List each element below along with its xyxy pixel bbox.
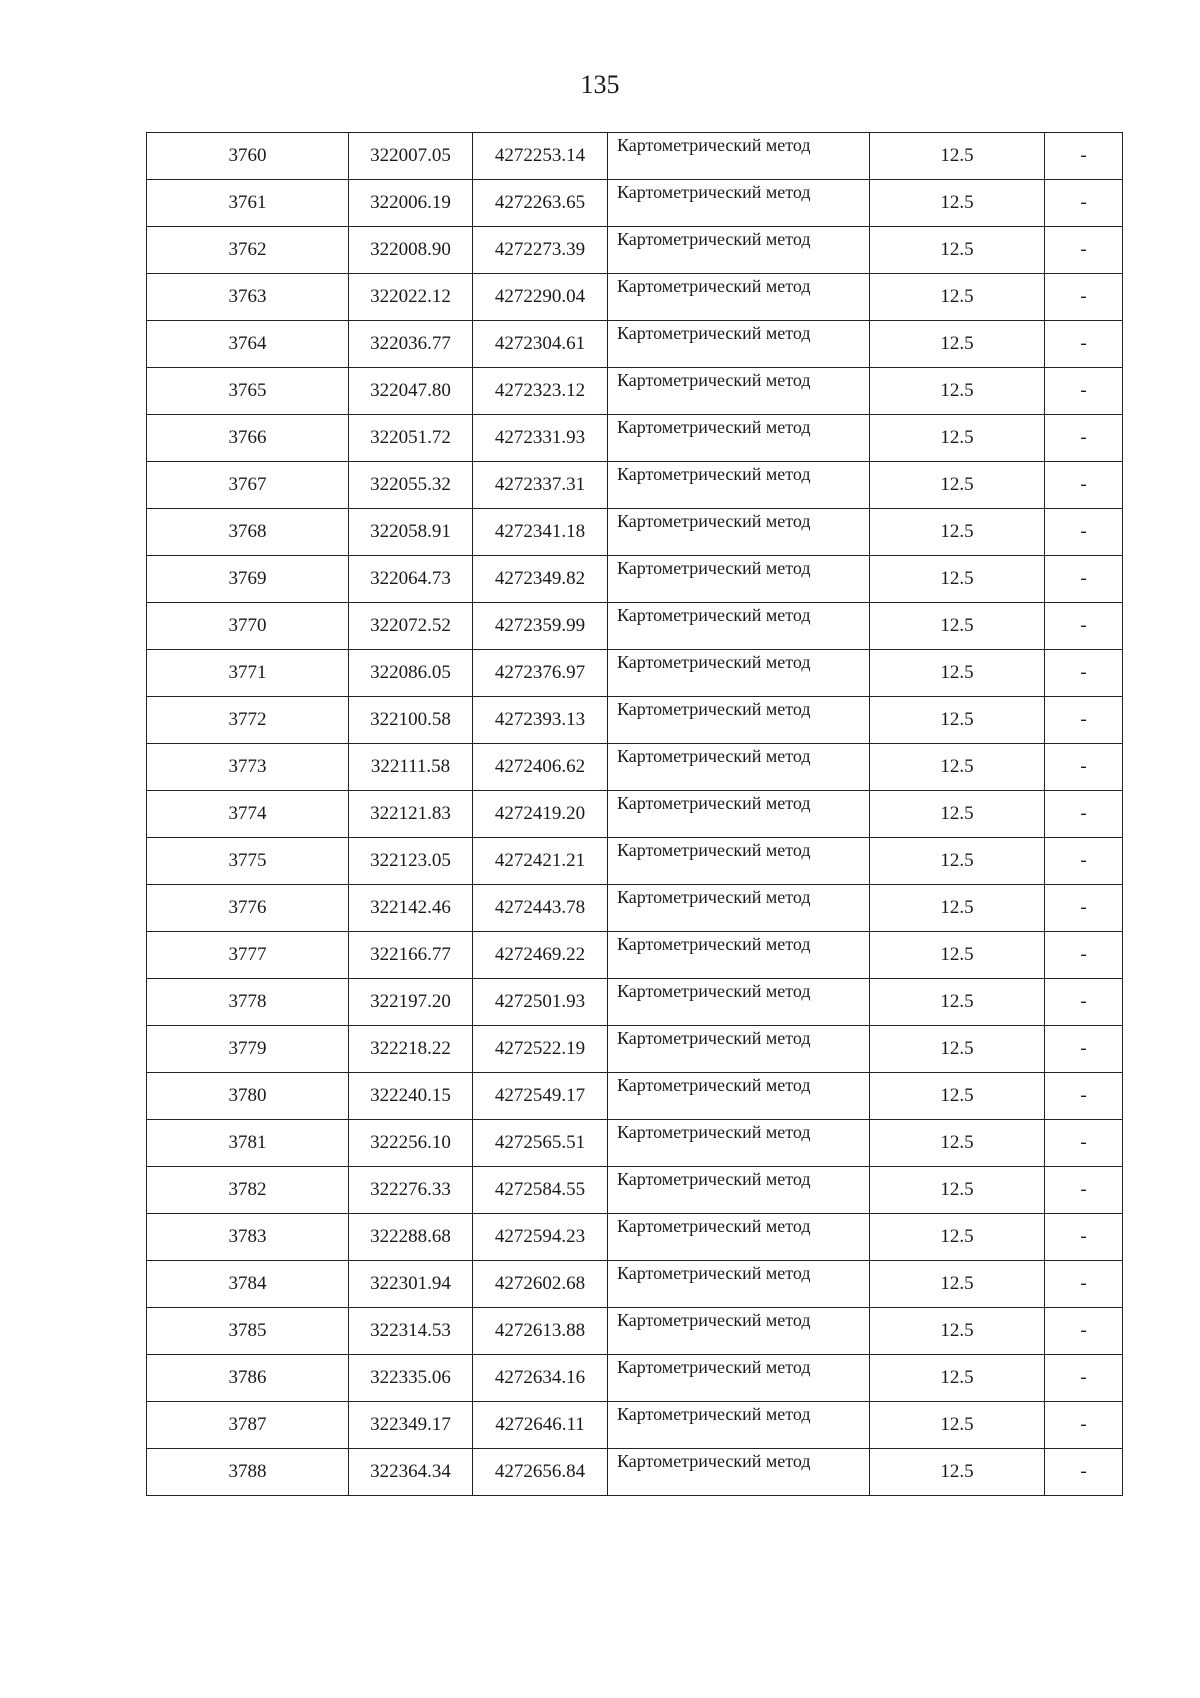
note-cell: -: [1045, 791, 1123, 838]
x-coordinate-cell: 322055.32: [349, 462, 473, 509]
y-coordinate-cell: 4272253.14: [473, 133, 608, 180]
accuracy-cell: 12.5: [870, 885, 1045, 932]
accuracy-cell: 12.5: [870, 1214, 1045, 1261]
method-cell: Картометрический метод: [608, 885, 870, 932]
y-coordinate-cell: 4272613.88: [473, 1308, 608, 1355]
accuracy-cell: 12.5: [870, 1449, 1045, 1496]
table-row: [147, 227, 1123, 274]
method-cell: Картометрический метод: [608, 744, 870, 791]
y-coordinate-cell: 4272469.22: [473, 932, 608, 979]
method-cell: Картометрический метод: [608, 509, 870, 556]
accuracy-cell: 12.5: [870, 1261, 1045, 1308]
note-cell: -: [1045, 744, 1123, 791]
method-cell: Картометрический метод: [608, 1026, 870, 1073]
table-row: [147, 368, 1123, 415]
table-row: [147, 1026, 1123, 1073]
table-row: [147, 791, 1123, 838]
accuracy-cell: 12.5: [870, 227, 1045, 274]
note-cell: -: [1045, 274, 1123, 321]
y-coordinate-cell: 4272646.11: [473, 1402, 608, 1449]
x-coordinate-cell: 322256.10: [349, 1120, 473, 1167]
accuracy-cell: 12.5: [870, 1308, 1045, 1355]
method-cell: Картометрический метод: [608, 1261, 870, 1308]
method-cell: Картометрический метод: [608, 791, 870, 838]
accuracy-cell: 12.5: [870, 603, 1045, 650]
table-row: [147, 1261, 1123, 1308]
accuracy-cell: 12.5: [870, 321, 1045, 368]
note-cell: -: [1045, 1308, 1123, 1355]
table-row: [147, 1167, 1123, 1214]
note-cell: -: [1045, 133, 1123, 180]
note-cell: -: [1045, 556, 1123, 603]
y-coordinate-cell: 4272359.99: [473, 603, 608, 650]
table-row: [147, 838, 1123, 885]
note-cell: -: [1045, 1120, 1123, 1167]
table-row: [147, 462, 1123, 509]
accuracy-cell: 12.5: [870, 133, 1045, 180]
accuracy-cell: 12.5: [870, 744, 1045, 791]
note-cell: -: [1045, 227, 1123, 274]
accuracy-cell: 12.5: [870, 1167, 1045, 1214]
note-cell: -: [1045, 650, 1123, 697]
x-coordinate-cell: 322364.34: [349, 1449, 473, 1496]
point-number-cell: 3783: [147, 1214, 349, 1261]
point-number-cell: 3788: [147, 1449, 349, 1496]
point-number-cell: 3774: [147, 791, 349, 838]
table-row: [147, 1402, 1123, 1449]
point-number-cell: 3782: [147, 1167, 349, 1214]
x-coordinate-cell: 322166.77: [349, 932, 473, 979]
accuracy-cell: 12.5: [870, 697, 1045, 744]
x-coordinate-cell: 322276.33: [349, 1167, 473, 1214]
x-coordinate-cell: 322022.12: [349, 274, 473, 321]
note-cell: -: [1045, 1214, 1123, 1261]
page-number: 135: [580, 70, 620, 99]
x-coordinate-cell: 322123.05: [349, 838, 473, 885]
accuracy-cell: 12.5: [870, 180, 1045, 227]
table-row: [147, 697, 1123, 744]
x-coordinate-cell: 322301.94: [349, 1261, 473, 1308]
x-coordinate-cell: 322008.90: [349, 227, 473, 274]
method-cell: Картометрический метод: [608, 462, 870, 509]
table-row: [147, 885, 1123, 932]
y-coordinate-cell: 4272341.18: [473, 509, 608, 556]
point-number-cell: 3778: [147, 979, 349, 1026]
note-cell: -: [1045, 1261, 1123, 1308]
table-row: [147, 1214, 1123, 1261]
table-row: [147, 1308, 1123, 1355]
table-row: [147, 1073, 1123, 1120]
table-row: [147, 133, 1123, 180]
note-cell: -: [1045, 1449, 1123, 1496]
point-number-cell: 3787: [147, 1402, 349, 1449]
note-cell: -: [1045, 180, 1123, 227]
y-coordinate-cell: 4272584.55: [473, 1167, 608, 1214]
method-cell: Картометрический метод: [608, 1308, 870, 1355]
table-row: [147, 1120, 1123, 1167]
x-coordinate-cell: 322007.05: [349, 133, 473, 180]
x-coordinate-cell: 322197.20: [349, 979, 473, 1026]
y-coordinate-cell: 4272263.65: [473, 180, 608, 227]
y-coordinate-cell: 4272501.93: [473, 979, 608, 1026]
x-coordinate-cell: 322006.19: [349, 180, 473, 227]
method-cell: Картометрический метод: [608, 1355, 870, 1402]
y-coordinate-cell: 4272290.04: [473, 274, 608, 321]
x-coordinate-cell: 322218.22: [349, 1026, 473, 1073]
method-cell: Картометрический метод: [608, 1402, 870, 1449]
note-cell: -: [1045, 509, 1123, 556]
accuracy-cell: 12.5: [870, 1026, 1045, 1073]
point-number-cell: 3762: [147, 227, 349, 274]
note-cell: -: [1045, 462, 1123, 509]
note-cell: -: [1045, 1073, 1123, 1120]
x-coordinate-cell: 322142.46: [349, 885, 473, 932]
y-coordinate-cell: 4272565.51: [473, 1120, 608, 1167]
note-cell: -: [1045, 603, 1123, 650]
y-coordinate-cell: 4272634.16: [473, 1355, 608, 1402]
table-row: [147, 556, 1123, 603]
point-number-cell: 3766: [147, 415, 349, 462]
x-coordinate-cell: 322314.53: [349, 1308, 473, 1355]
table-row: [147, 650, 1123, 697]
point-number-cell: 3785: [147, 1308, 349, 1355]
y-coordinate-cell: 4272594.23: [473, 1214, 608, 1261]
point-number-cell: 3773: [147, 744, 349, 791]
accuracy-cell: 12.5: [870, 368, 1045, 415]
note-cell: -: [1045, 979, 1123, 1026]
method-cell: Картометрический метод: [608, 1120, 870, 1167]
method-cell: Картометрический метод: [608, 368, 870, 415]
note-cell: -: [1045, 368, 1123, 415]
note-cell: -: [1045, 885, 1123, 932]
point-number-cell: 3775: [147, 838, 349, 885]
table-row: [147, 1355, 1123, 1402]
x-coordinate-cell: 322240.15: [349, 1073, 473, 1120]
point-number-cell: 3765: [147, 368, 349, 415]
accuracy-cell: 12.5: [870, 1073, 1045, 1120]
table-row: [147, 180, 1123, 227]
table-row: [147, 603, 1123, 650]
accuracy-cell: 12.5: [870, 791, 1045, 838]
y-coordinate-cell: 4272323.12: [473, 368, 608, 415]
x-coordinate-cell: 322072.52: [349, 603, 473, 650]
method-cell: Картометрический метод: [608, 227, 870, 274]
accuracy-cell: 12.5: [870, 1402, 1045, 1449]
method-cell: Картометрический метод: [608, 415, 870, 462]
x-coordinate-cell: 322047.80: [349, 368, 473, 415]
table-row: [147, 1449, 1123, 1496]
method-cell: Картометрический метод: [608, 180, 870, 227]
note-cell: -: [1045, 697, 1123, 744]
accuracy-cell: 12.5: [870, 462, 1045, 509]
accuracy-cell: 12.5: [870, 932, 1045, 979]
method-cell: Картометрический метод: [608, 133, 870, 180]
note-cell: -: [1045, 838, 1123, 885]
note-cell: -: [1045, 932, 1123, 979]
point-number-cell: 3769: [147, 556, 349, 603]
y-coordinate-cell: 4272522.19: [473, 1026, 608, 1073]
method-cell: Картометрический метод: [608, 1449, 870, 1496]
x-coordinate-cell: 322036.77: [349, 321, 473, 368]
point-number-cell: 3784: [147, 1261, 349, 1308]
point-number-cell: 3780: [147, 1073, 349, 1120]
accuracy-cell: 12.5: [870, 650, 1045, 697]
point-number-cell: 3786: [147, 1355, 349, 1402]
point-number-cell: 3779: [147, 1026, 349, 1073]
method-cell: Картометрический метод: [608, 697, 870, 744]
method-cell: Картометрический метод: [608, 321, 870, 368]
method-cell: Картометрический метод: [608, 650, 870, 697]
point-number-cell: 3770: [147, 603, 349, 650]
point-number-cell: 3767: [147, 462, 349, 509]
point-number-cell: 3760: [147, 133, 349, 180]
method-cell: Картометрический метод: [608, 556, 870, 603]
x-coordinate-cell: 322051.72: [349, 415, 473, 462]
point-number-cell: 3771: [147, 650, 349, 697]
point-number-cell: 3776: [147, 885, 349, 932]
accuracy-cell: 12.5: [870, 415, 1045, 462]
x-coordinate-cell: 322111.58: [349, 744, 473, 791]
table-row: [147, 509, 1123, 556]
table-row: [147, 415, 1123, 462]
x-coordinate-cell: 322086.05: [349, 650, 473, 697]
y-coordinate-cell: 4272421.21: [473, 838, 608, 885]
y-coordinate-cell: 4272406.62: [473, 744, 608, 791]
note-cell: -: [1045, 415, 1123, 462]
y-coordinate-cell: 4272419.20: [473, 791, 608, 838]
y-coordinate-cell: 4272349.82: [473, 556, 608, 603]
point-number-cell: 3761: [147, 180, 349, 227]
table-row: [147, 744, 1123, 791]
point-number-cell: 3764: [147, 321, 349, 368]
y-coordinate-cell: 4272376.97: [473, 650, 608, 697]
point-number-cell: 3772: [147, 697, 349, 744]
x-coordinate-cell: 322288.68: [349, 1214, 473, 1261]
note-cell: -: [1045, 1026, 1123, 1073]
method-cell: Картометрический метод: [608, 1167, 870, 1214]
accuracy-cell: 12.5: [870, 274, 1045, 321]
note-cell: -: [1045, 1167, 1123, 1214]
accuracy-cell: 12.5: [870, 1120, 1045, 1167]
method-cell: Картометрический метод: [608, 603, 870, 650]
point-number-cell: 3768: [147, 509, 349, 556]
method-cell: Картометрический метод: [608, 838, 870, 885]
y-coordinate-cell: 4272656.84: [473, 1449, 608, 1496]
x-coordinate-cell: 322335.06: [349, 1355, 473, 1402]
note-cell: -: [1045, 1402, 1123, 1449]
point-number-cell: 3777: [147, 932, 349, 979]
method-cell: Картометрический метод: [608, 274, 870, 321]
y-coordinate-cell: 4272273.39: [473, 227, 608, 274]
accuracy-cell: 12.5: [870, 509, 1045, 556]
method-cell: Картометрический метод: [608, 979, 870, 1026]
table-row: [147, 274, 1123, 321]
point-number-cell: 3763: [147, 274, 349, 321]
accuracy-cell: 12.5: [870, 838, 1045, 885]
method-cell: Картометрический метод: [608, 932, 870, 979]
x-coordinate-cell: 322064.73: [349, 556, 473, 603]
y-coordinate-cell: 4272337.31: [473, 462, 608, 509]
table-row: [147, 932, 1123, 979]
method-cell: Картометрический метод: [608, 1073, 870, 1120]
method-cell: Картометрический метод: [608, 1214, 870, 1261]
x-coordinate-cell: 322121.83: [349, 791, 473, 838]
table-row: [147, 321, 1123, 368]
coordinates-table: [146, 132, 1123, 1496]
y-coordinate-cell: 4272393.13: [473, 697, 608, 744]
y-coordinate-cell: 4272549.17: [473, 1073, 608, 1120]
note-cell: -: [1045, 1355, 1123, 1402]
y-coordinate-cell: 4272331.93: [473, 415, 608, 462]
table-row: [147, 979, 1123, 1026]
accuracy-cell: 12.5: [870, 1355, 1045, 1402]
x-coordinate-cell: 322100.58: [349, 697, 473, 744]
y-coordinate-cell: 4272304.61: [473, 321, 608, 368]
y-coordinate-cell: 4272443.78: [473, 885, 608, 932]
y-coordinate-cell: 4272602.68: [473, 1261, 608, 1308]
accuracy-cell: 12.5: [870, 979, 1045, 1026]
x-coordinate-cell: 322349.17: [349, 1402, 473, 1449]
table-body: [147, 133, 1123, 1496]
x-coordinate-cell: 322058.91: [349, 509, 473, 556]
point-number-cell: 3781: [147, 1120, 349, 1167]
accuracy-cell: 12.5: [870, 556, 1045, 603]
note-cell: -: [1045, 321, 1123, 368]
